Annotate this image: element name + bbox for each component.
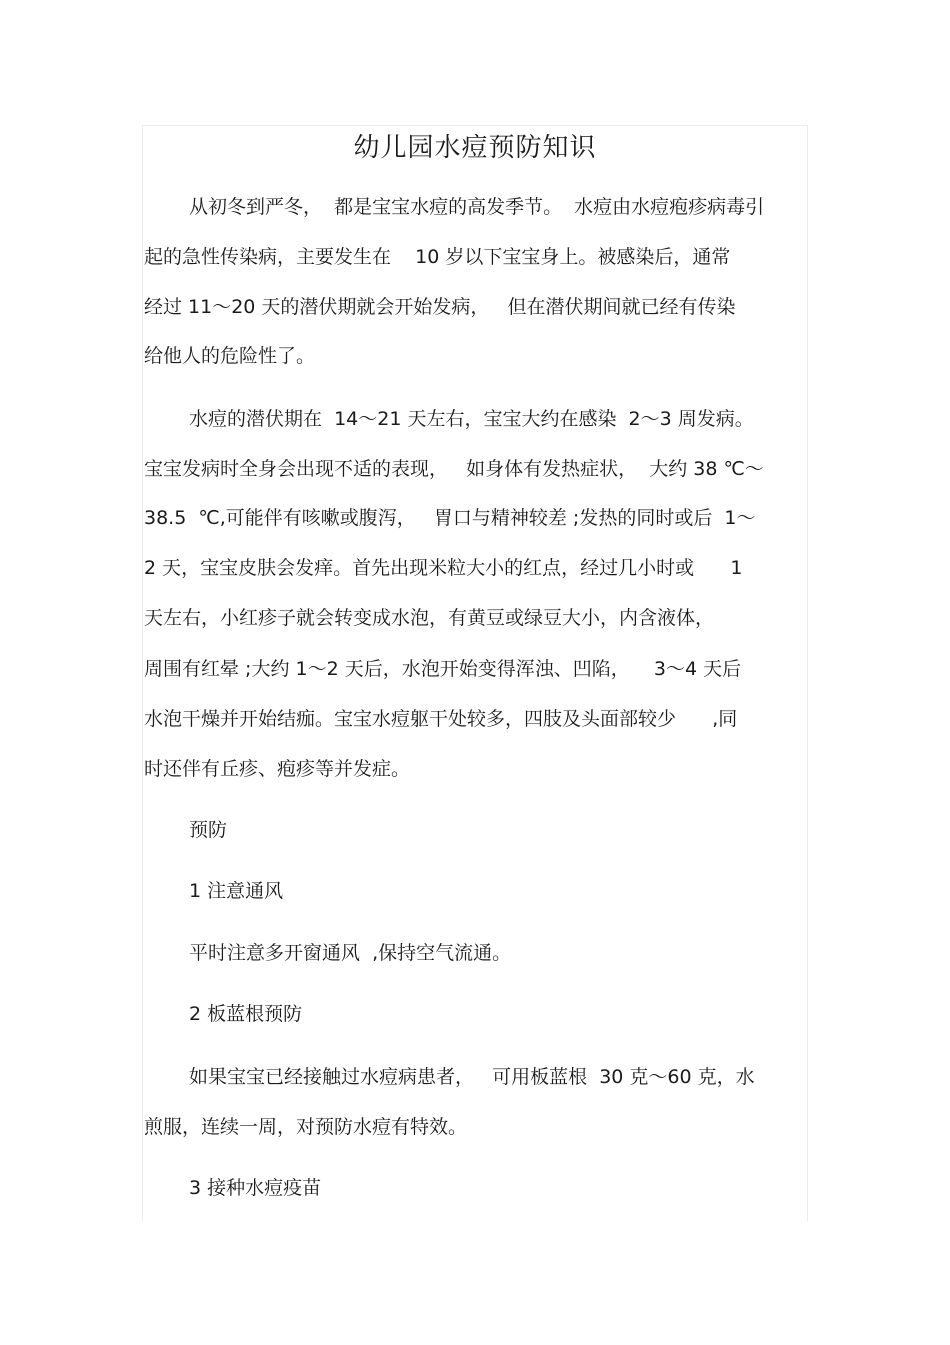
subsection-heading: 2 板蓝根预防 bbox=[189, 1003, 303, 1025]
paragraph-line: 水泡干燥并开始结痂。宝宝水痘躯干处较多，四肢及头面部较少 ,同 bbox=[144, 708, 738, 730]
paragraph-line: 给他人的危险性了。 bbox=[144, 345, 316, 367]
subsection-heading: 3 接种水痘疫苗 bbox=[189, 1177, 322, 1199]
paragraph-line: 38.5 ℃,可能伴有咳嗽或腹泻， 胃口与精神较差 ;发热的同时或后 1～ bbox=[144, 507, 756, 529]
paragraph-line: 起的急性传染病，主要发生在 10 岁以下宝宝身上。被感染后，通常 bbox=[144, 246, 731, 268]
paragraph-line: 平时注意多开窗通风 ,保持空气流通。 bbox=[189, 942, 512, 964]
paragraph-line: 2 天，宝宝皮肤会发痒。首先出现米粒大小的红点，经过几小时或 1 bbox=[144, 557, 743, 579]
paragraph-line: 时还伴有丘疹、疱疹等并发症。 bbox=[144, 758, 411, 780]
paragraph-line: 煎服，连续一周，对预防水痘有特效。 bbox=[144, 1116, 468, 1138]
paragraph-line: 宝宝发病时全身会出现不适的表现， 如身体有发热症状， 大约 38 ℃～ bbox=[144, 458, 764, 480]
document-title: 幼儿园水痘预防知识 bbox=[353, 133, 597, 163]
paragraph-line: 水痘的潜伏期在 14～21 天左右，宝宝大约在感染 2～3 周发病。 bbox=[189, 408, 754, 430]
paragraph-line: 天左右，小红疹子就会转变成水泡，有黄豆或绿豆大小，内含液体， bbox=[144, 607, 715, 629]
paragraph-line: 周围有红晕 ;大约 1～2 天后，水泡开始变得浑浊、凹陷， 3～4 天后 bbox=[144, 658, 742, 680]
section-heading: 预防 bbox=[189, 819, 228, 841]
subsection-heading: 1 注意通风 bbox=[189, 880, 284, 902]
paragraph-line: 从初冬到严冬， 都是宝宝水痘的高发季节。 水痘由水痘疱疹病毒引 bbox=[189, 196, 765, 218]
paragraph-line: 经过 11～20 天的潜伏期就会开始发病， 但在潜伏期间就已经有传染 bbox=[144, 296, 736, 318]
paragraph-line: 如果宝宝已经接触过水痘病患者， 可用板蓝根 30 克～60 克，水 bbox=[189, 1066, 755, 1088]
